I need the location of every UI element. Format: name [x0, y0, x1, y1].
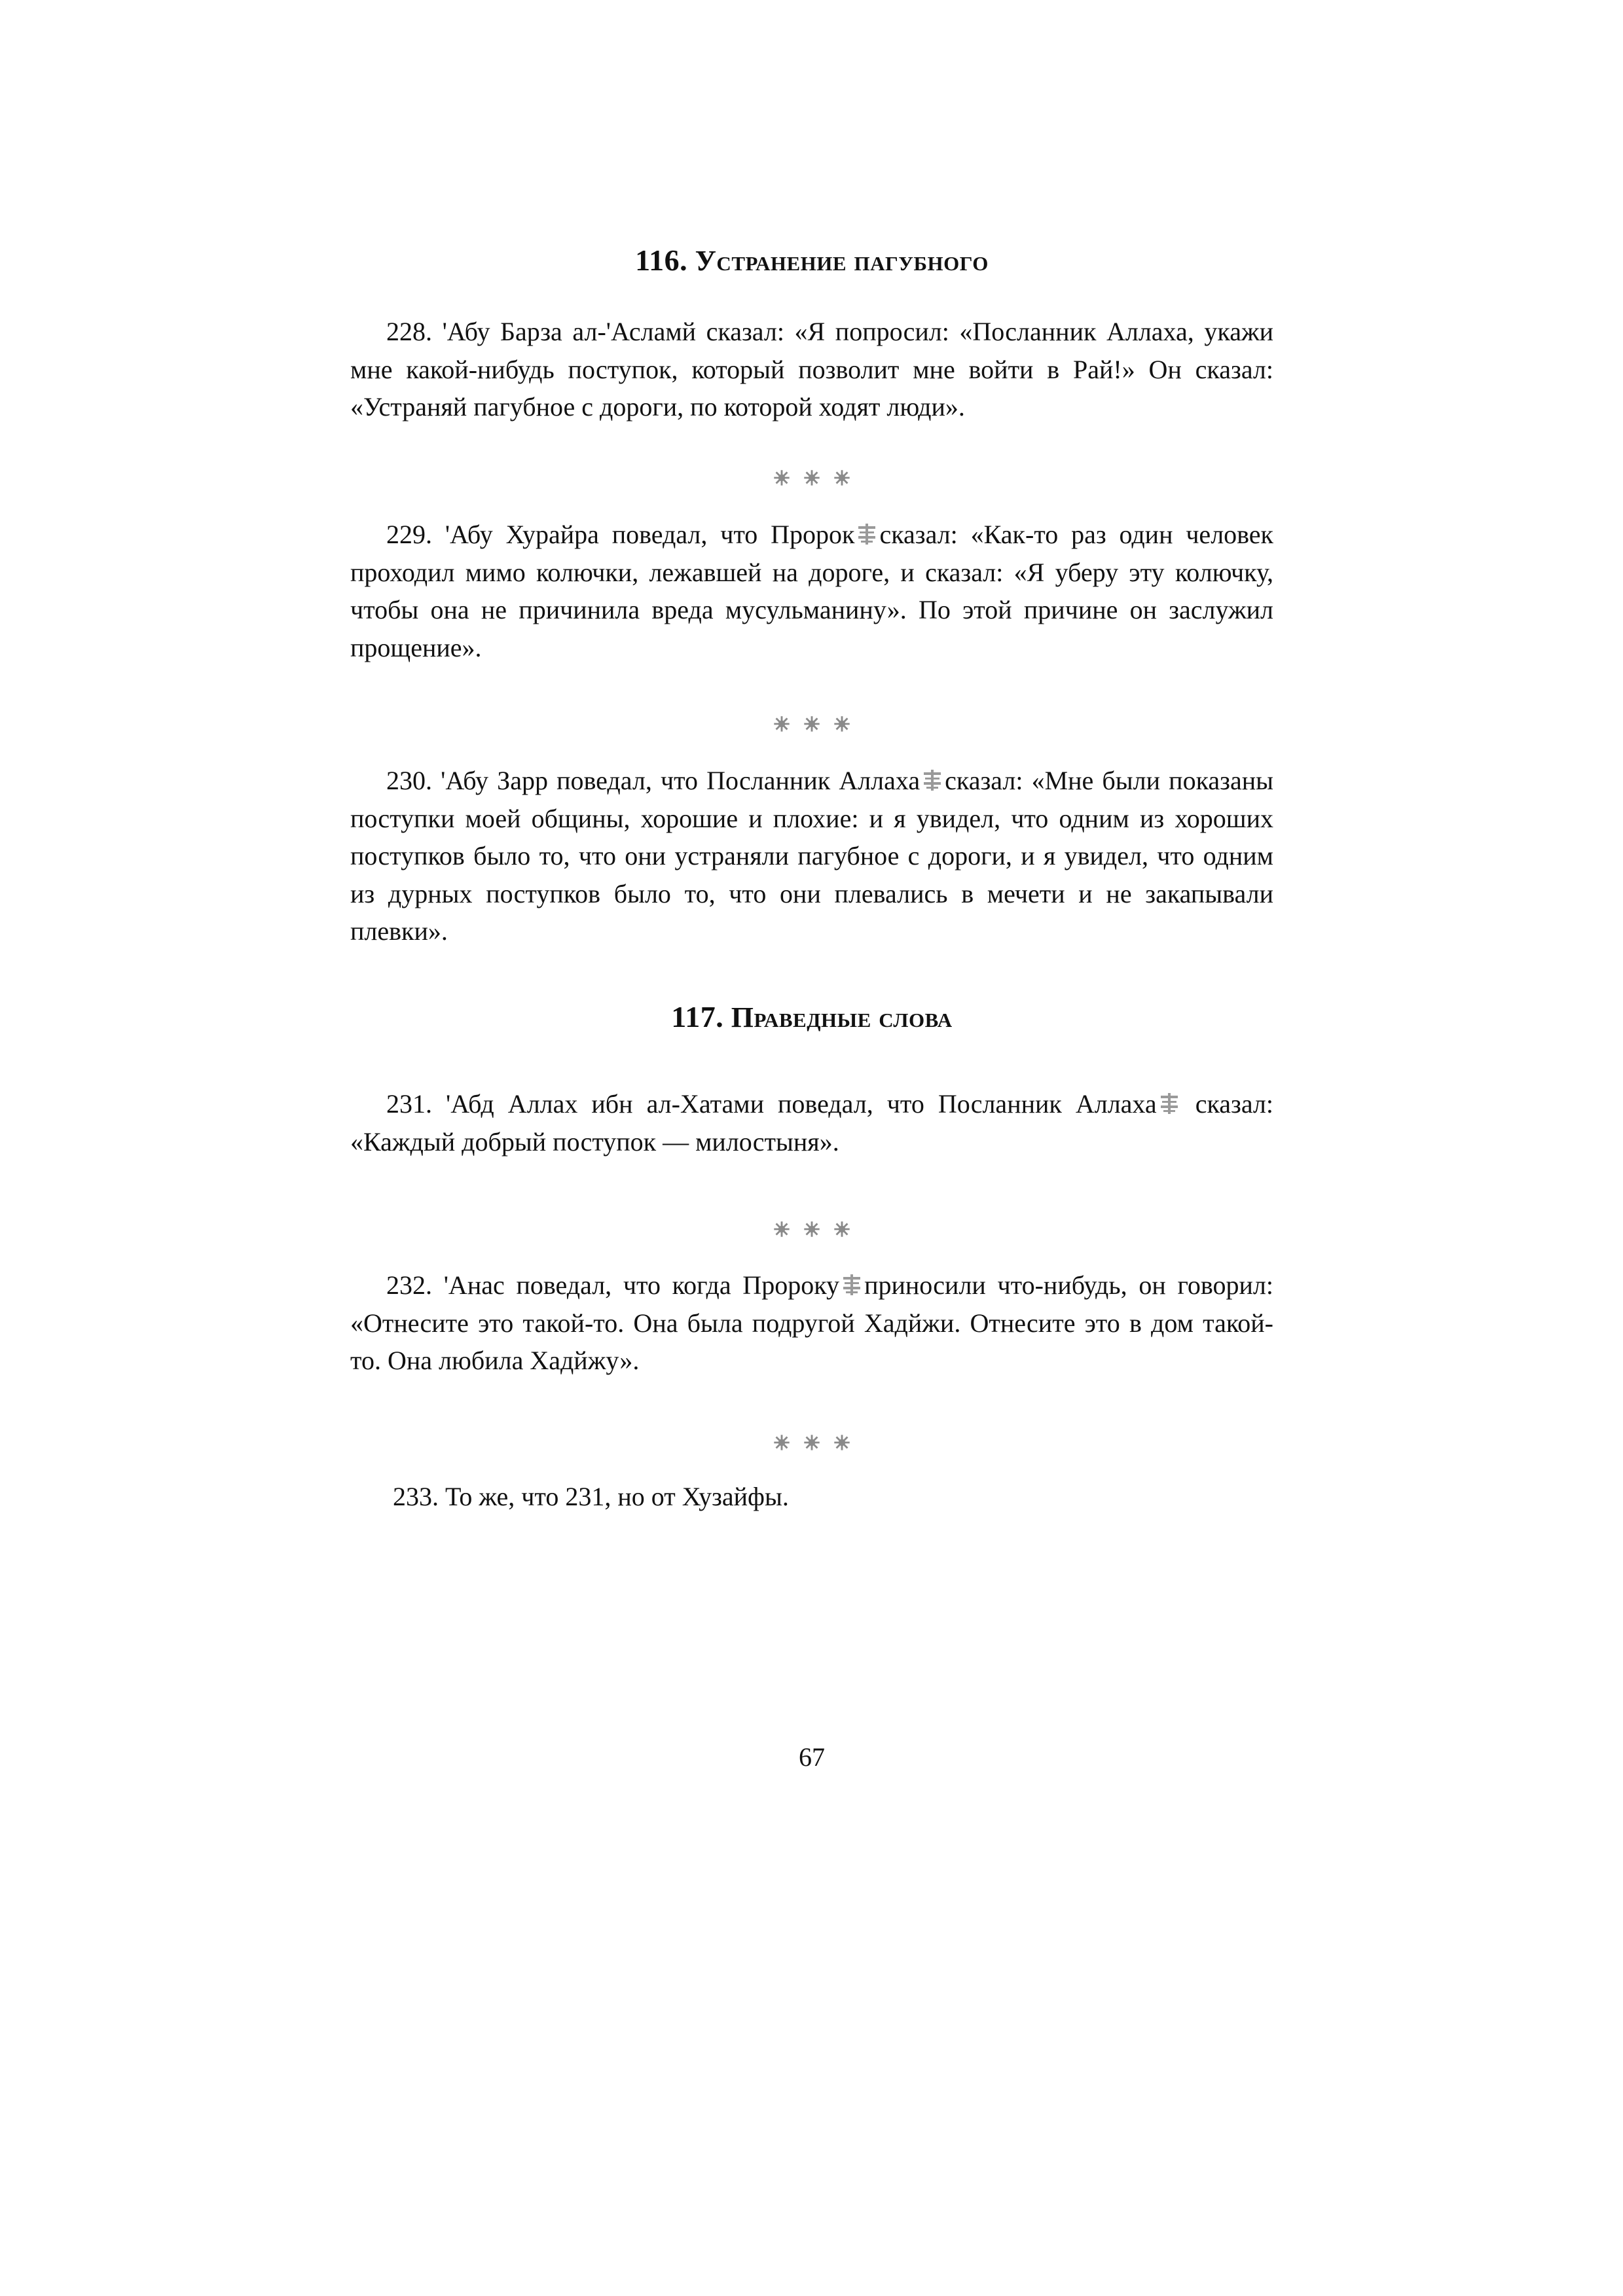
section-title: Устранение пагубного — [695, 245, 989, 277]
flower-ornament-icon — [773, 1221, 790, 1238]
hadith-233: 233. То же, что 231, но от Хузайфы. — [393, 1482, 789, 1511]
hadith-230-part-2: сказал: «Мне были показаны поступки моей общины, хорошие и плохие: и я увидел, что одним из хороших поступков было то, что они устраняли пагубное с дороги, и я увидел, что одним из дурных поступков было то, что они плевались в мечети и не закапывали плевки». — [350, 766, 1273, 946]
flower-ornament-icon — [833, 1434, 850, 1451]
hadith-231-part-2: сказал: «Каждый добрый поступок — милостыня». — [350, 1089, 1274, 1157]
section-number: 117. — [671, 1000, 724, 1033]
flower-ornament-icon — [803, 1221, 820, 1238]
hadith-230 — [350, 762, 1273, 950]
flower-ornament-icon — [803, 715, 820, 732]
flower-ornament-icon — [803, 1434, 820, 1451]
section-heading-116 — [350, 242, 1273, 279]
hadith-231-part-1: 231. 'Абд Аллах ибн ал-Хатами поведал, что Посланник Аллаха — [386, 1089, 1157, 1119]
ornament-separator — [746, 712, 877, 736]
salutation-glyph-icon — [921, 768, 943, 792]
flower-ornament-icon — [773, 715, 790, 732]
hadith-229 — [350, 516, 1273, 666]
salutation-glyph-icon — [856, 522, 878, 546]
salutation-glyph-icon — [841, 1273, 863, 1297]
salutation-glyph-icon — [1158, 1092, 1180, 1115]
flower-ornament-icon — [833, 1221, 850, 1238]
hadith-228: 228. 'Абу Барза ал-'Асламй сказал: «Я попросил: «Посланник Аллаха, укажи мне какой-нибудь поступок, который позволит мне войти в Рай!» Он сказал: «Устраняй пагубное с дороги, по которой ходят люди». — [350, 317, 1273, 422]
flower-ornament-icon — [773, 469, 790, 486]
flower-ornament-icon — [803, 469, 820, 486]
flower-ornament-icon — [833, 469, 850, 486]
flower-ornament-icon — [773, 1434, 790, 1451]
hadith-232-part-1: 232. 'Анас поведал, что когда Пророку — [386, 1270, 840, 1300]
section-title: Праведные слова — [731, 1001, 953, 1033]
hadith-231 — [350, 1085, 1273, 1160]
section-heading-117 — [350, 999, 1273, 1036]
page-number: 67 — [799, 1742, 825, 1772]
ornament-separator — [746, 1431, 877, 1454]
ornament-separator — [746, 466, 877, 490]
hadith-230-part-1: 230. 'Абу Зарр поведал, что Посланник Аллаха — [386, 766, 921, 795]
hadith-232 — [350, 1266, 1273, 1380]
section-number: 116. — [635, 243, 688, 277]
ornament-separator — [746, 1217, 877, 1241]
hadith-229-part-1: 229. 'Абу Хурайра поведал, что Пророк — [386, 520, 855, 549]
hadith-232-part-2: приносили что-нибудь, он говорил: «Отнесите это такой-то. Она была подругой Хадйжи. Отнесите это в дом такой-то. Она любила Хадйжу». — [350, 1270, 1273, 1375]
hadith-229-part-2: сказал: «Как-то раз один человек проходил мимо колючки, лежавшей на дороге, и сказал: «Я уберу эту колючку, чтобы она не причинила вреда мусульманину». По этой причине он заслужил прощение». — [350, 520, 1273, 662]
flower-ornament-icon — [833, 715, 850, 732]
